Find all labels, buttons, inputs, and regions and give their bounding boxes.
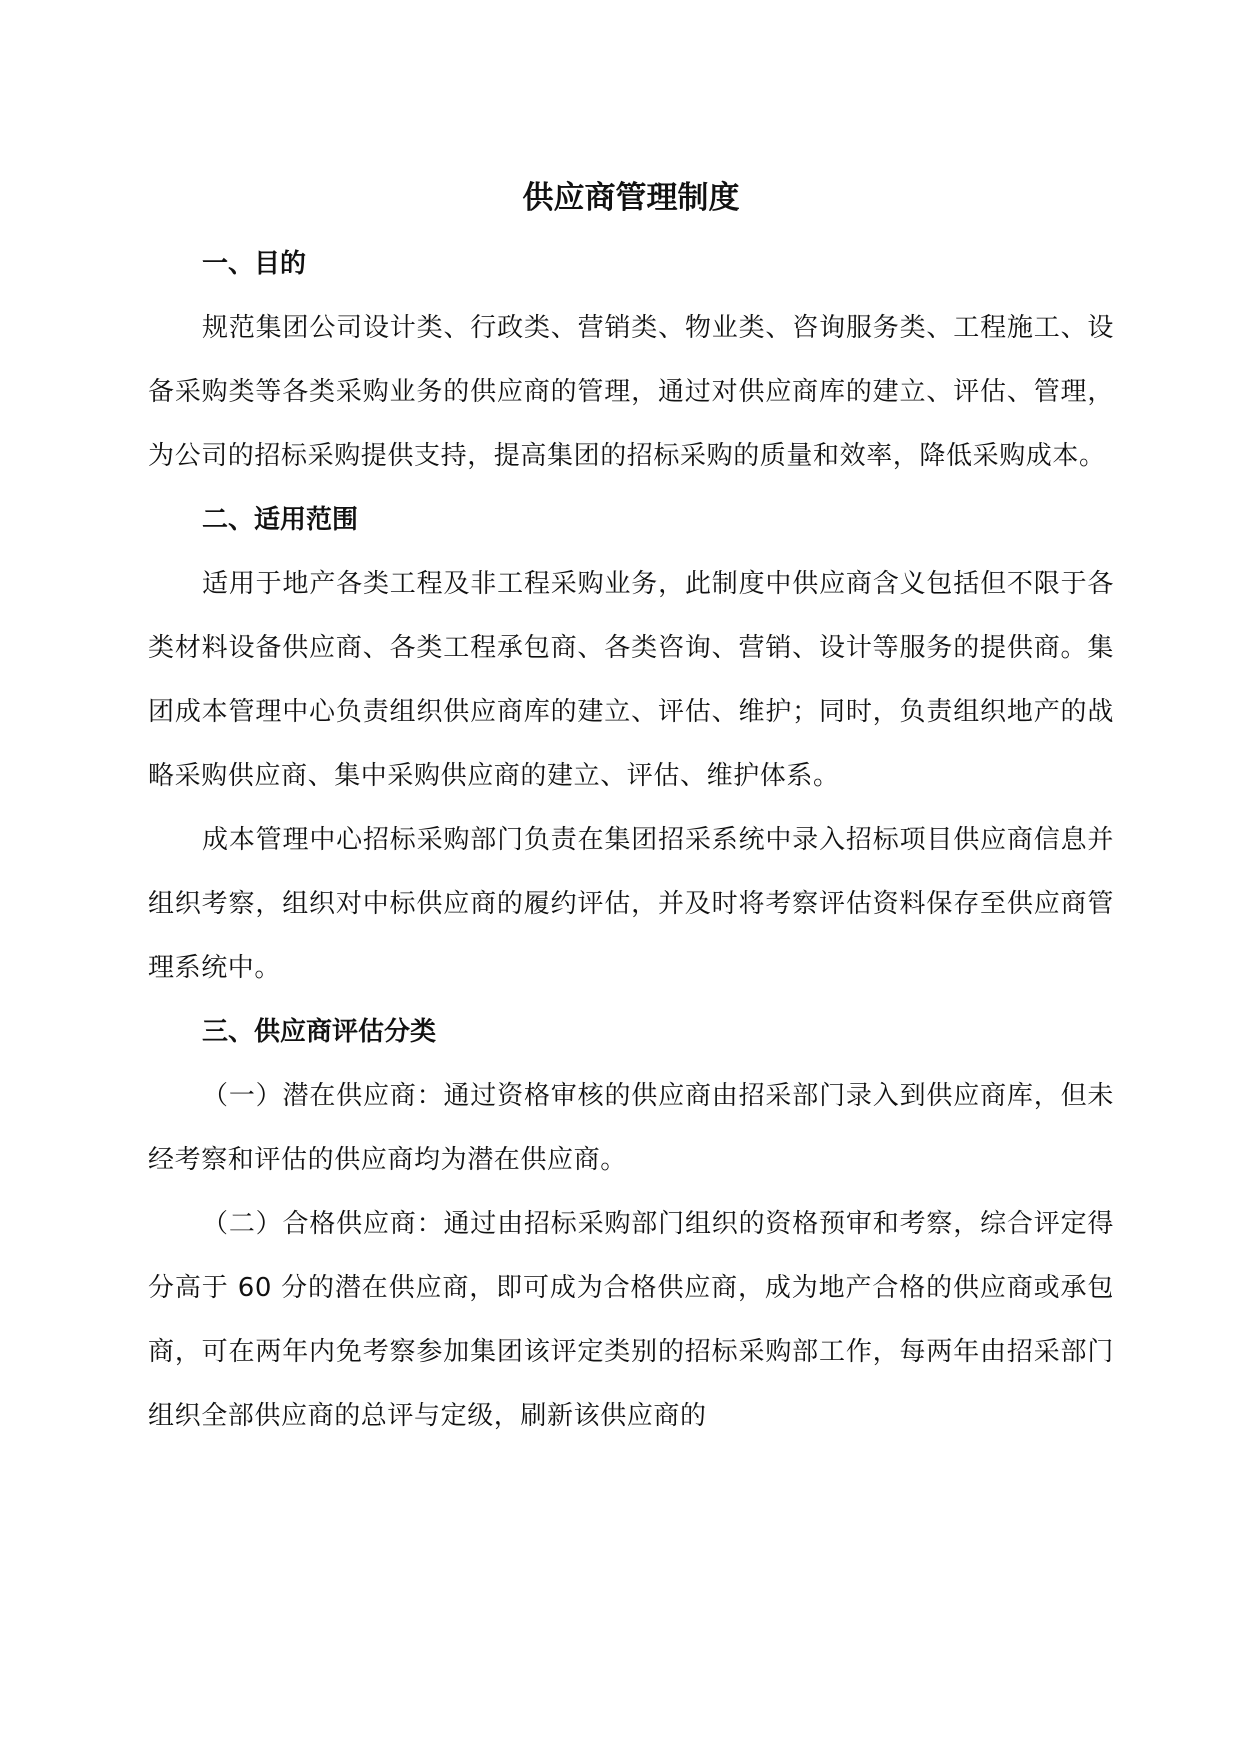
section-scope (148, 488, 1114, 1000)
paragraph: 适用于地产各类工程及非工程采购业务，此制度中供应商含义包括但不限于各类材料设备供应商、各类工程承包商、各类咨询、营销、设计等服务的提供商。集团成本管理中心负责组织供应商库的建立、评估、维护；同时，负责组织地产的战略采购供应商、集中采购供应商的建立、评估、维护体系。 (148, 569, 1114, 791)
document-page (148, 170, 1114, 1448)
paragraph: 成本管理中心招标采购部门负责在集团招采系统中录入招标项目供应商信息并组织考察，组织对中标供应商的履约评估，并及时将考察评估资料保存至供应商管理系统中。 (148, 825, 1114, 983)
section-heading: 二、适用范围 (202, 505, 359, 535)
section-classification (148, 1000, 1114, 1448)
paragraph: （二）合格供应商：通过由招标采购部门组织的资格预审和考察，综合评定得分高于 60 分的潜在供应商，即可成为合格供应商，成为地产合格的供应商或承包商，可在两年内免考察参加集团该评定类别的招标采购部工作，每两年由招采部门组织全部供应商的总评与定级，刷新该供应商的 (148, 1209, 1114, 1431)
section-purpose (148, 232, 1114, 488)
paragraph: 规范集团公司设计类、行政类、营销类、物业类、咨询服务类、工程施工、设备采购类等各类采购业务的供应商的管理，通过对供应商库的建立、评估、管理，为公司的招标采购提供支持，提高集团的招标采购的质量和效率，降低采购成本。 (148, 313, 1114, 471)
document-title: 供应商管理制度 (522, 180, 740, 216)
section-heading: 三、供应商评估分类 (202, 1017, 437, 1047)
section-heading: 一、目的 (202, 249, 307, 279)
paragraph: （一）潜在供应商：通过资格审核的供应商由招采部门录入到供应商库，但未经考察和评估的供应商均为潜在供应商。 (148, 1081, 1114, 1175)
